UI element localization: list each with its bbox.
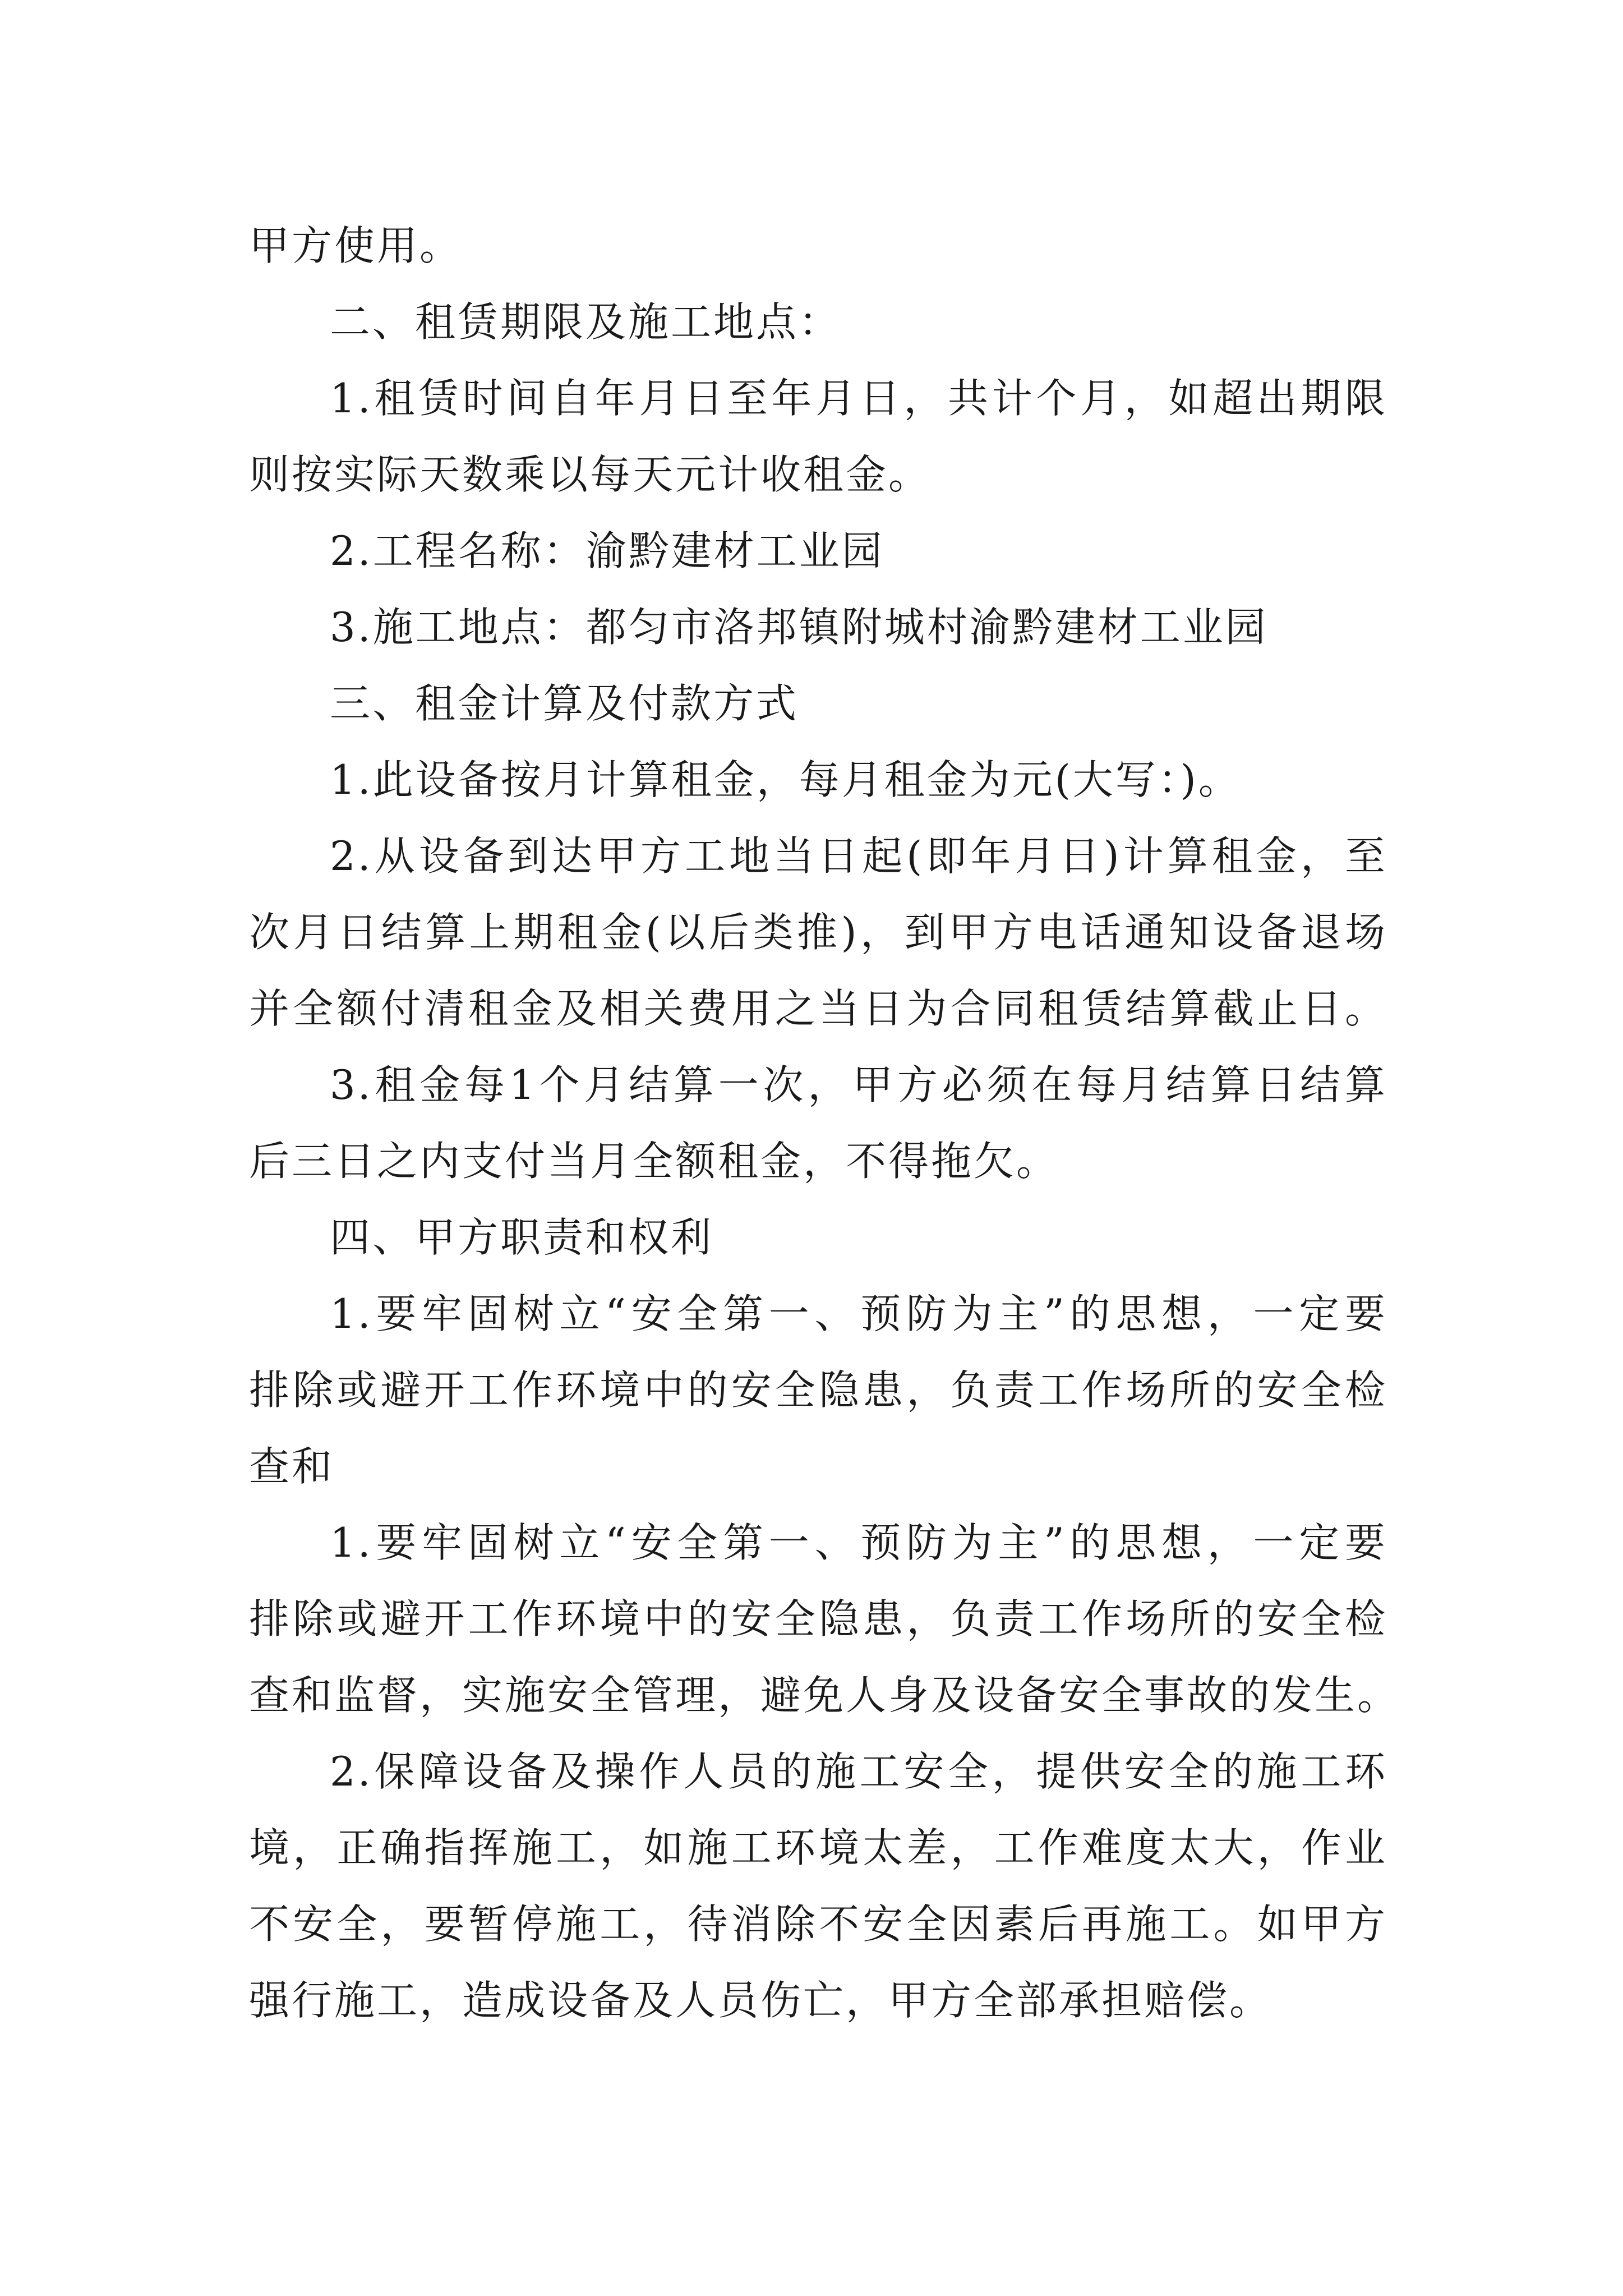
text-line: 甲方使用。 <box>249 222 463 269</box>
text-line: 1.此设备按月计算租金，每月租金为元(大写：)。 <box>330 756 1241 803</box>
text-line: 不安全，要暂停施工，待消除不安全因素后再施工。如甲方 <box>249 1901 1387 1948</box>
text-line: 排除或避开工作环境中的安全隐患，负责工作场所的安全检 <box>249 1595 1387 1642</box>
section-heading-rent-payment: 三、租金计算及付款方式 <box>330 680 799 727</box>
text-line: 排除或避开工作环境中的安全隐患，负责工作场所的安全检 <box>249 1366 1387 1414</box>
text-line: 并全额付清租金及相关费用之当日为合同租赁结算截止日。 <box>249 985 1387 1032</box>
text-line: 1.租赁时间自年月日至年月日，共计个月，如超出期限 <box>330 375 1387 422</box>
text-line: 3.施工地点：都匀市洛邦镇附城村渝黔建材工业园 <box>330 604 1268 651</box>
text-line: 次月日结算上期租金(以后类推)，到甲方电话通知设备退场 <box>249 909 1387 956</box>
text-line: 2.工程名称：渝黔建材工业园 <box>330 527 884 574</box>
text-line: 后三日之内支付当月全额租金，不得拖欠。 <box>249 1138 1059 1185</box>
text-line: 境，正确指挥施工，如施工环境太差，工作难度太大，作业 <box>249 1824 1387 1871</box>
text-line: 查和监督，实施安全管理，避免人身及设备安全事故的发生。 <box>249 1672 1400 1719</box>
text-line: 1.要牢固树立“安全第一、预防为主”的思想，一定要 <box>330 1519 1387 1566</box>
text-line: 3.租金每1个月结算一次，甲方必须在每月结算日结算 <box>330 1061 1387 1108</box>
text-line: 1.要牢固树立“安全第一、预防为主”的思想，一定要 <box>330 1290 1387 1337</box>
text-line: 查和 <box>249 1443 335 1490</box>
text-line: 2.保障设备及操作人员的施工安全，提供安全的施工环 <box>330 1748 1387 1795</box>
text-line: 则按实际天数乘以每天元计收租金。 <box>249 451 932 498</box>
text-line: 强行施工，造成设备及人员伤亡，甲方全部承担赔偿。 <box>249 1977 1272 2024</box>
section-heading-party-a-duties: 四、甲方职责和权利 <box>330 1214 714 1261</box>
text-line: 2.从设备到达甲方工地当日起(即年月日)计算租金，至 <box>330 832 1387 880</box>
section-heading-lease-term: 二、租赁期限及施工地点： <box>330 298 842 346</box>
document-body <box>249 208 1400 2039</box>
